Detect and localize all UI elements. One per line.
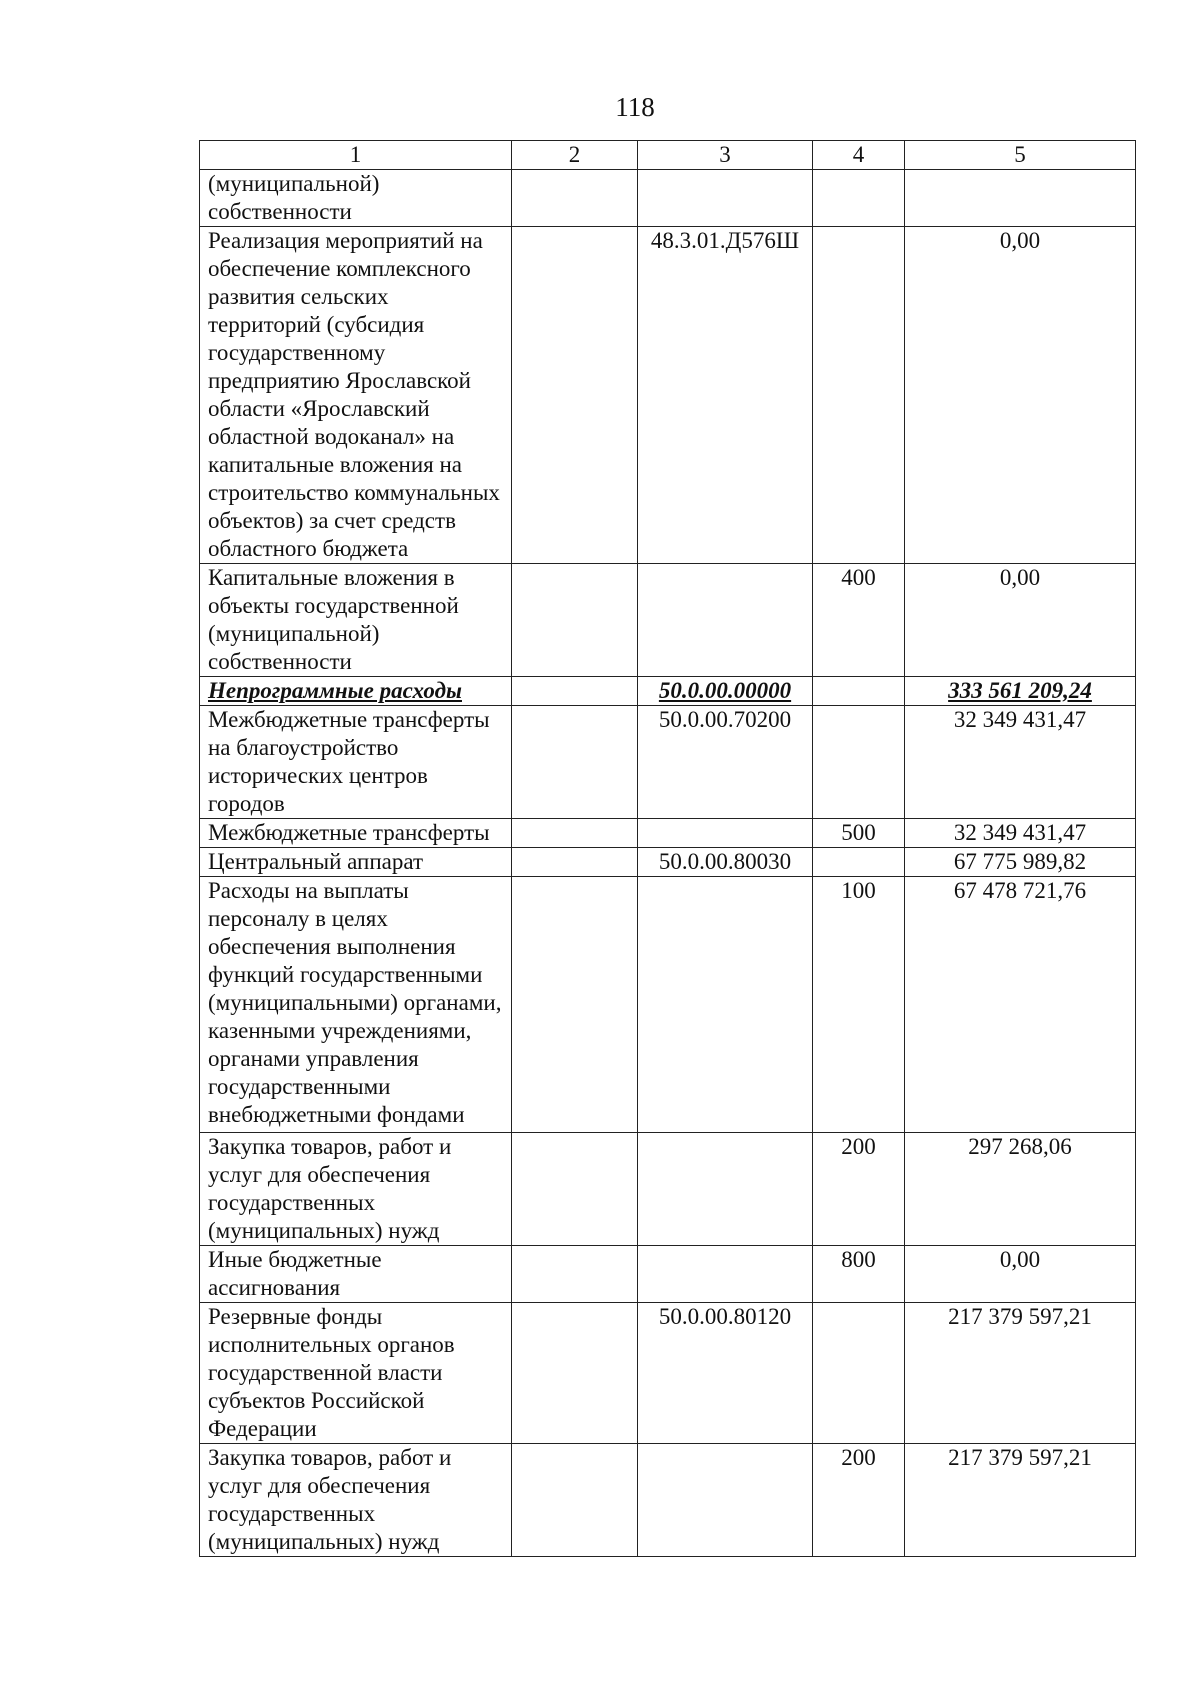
- row-sum-cell: 32 349 431,47: [905, 819, 1136, 848]
- row-sum-cell: 0,00: [905, 564, 1136, 677]
- table-row: [200, 1133, 1136, 1246]
- row-col2-cell: [512, 1246, 638, 1303]
- page-number: 118: [615, 92, 655, 122]
- row-name-cell: Закупка товаров, работ и услуг для обеспечения государственных (муниципальных) нужд: [200, 1444, 512, 1557]
- row-code-cell: [638, 1133, 813, 1246]
- row-kvr-cell: [813, 706, 905, 819]
- row-kvr-cell: 100: [813, 877, 905, 1133]
- row-kvr-cell: 400: [813, 564, 905, 677]
- table-body: [200, 141, 1136, 1557]
- row-col2-cell: [512, 1444, 638, 1557]
- row-code-cell: [638, 1444, 813, 1557]
- row-kvr-cell: [813, 848, 905, 877]
- row-kvr-cell: 800: [813, 1246, 905, 1303]
- row-col2-cell: [512, 819, 638, 848]
- column-header: 5: [905, 141, 1136, 170]
- row-col2-cell: [512, 677, 638, 706]
- column-header: 1: [200, 141, 512, 170]
- row-kvr-cell: 200: [813, 1444, 905, 1557]
- row-name-cell: Межбюджетные трансферты: [200, 819, 512, 848]
- table-row: [200, 848, 1136, 877]
- row-code-cell: [638, 1246, 813, 1303]
- row-sum-cell: 297 268,06: [905, 1133, 1136, 1246]
- row-code-cell: [638, 819, 813, 848]
- row-col2-cell: [512, 1133, 638, 1246]
- row-kvr-cell: [813, 677, 905, 706]
- row-code-cell: 48.3.01.Д576Ш: [638, 227, 813, 564]
- table-row: [200, 819, 1136, 848]
- table-row: [200, 877, 1136, 1133]
- row-kvr-cell: [813, 170, 905, 227]
- column-header: 3: [638, 141, 813, 170]
- row-name-cell: Центральный аппарат: [200, 848, 512, 877]
- table-row: [200, 170, 1136, 227]
- row-kvr-cell: 500: [813, 819, 905, 848]
- row-sum-cell: 67 478 721,76: [905, 877, 1136, 1133]
- row-sum-cell: 0,00: [905, 227, 1136, 564]
- row-code-cell: [638, 564, 813, 677]
- row-code-cell: 50.0.00.80030: [638, 848, 813, 877]
- row-kvr-cell: [813, 227, 905, 564]
- table-row: [200, 564, 1136, 677]
- row-sum-cell: 0,00: [905, 1246, 1136, 1303]
- column-header: 2: [512, 141, 638, 170]
- row-sum-cell: 217 379 597,21: [905, 1303, 1136, 1444]
- row-col2-cell: [512, 564, 638, 677]
- row-name-cell: Реализация мероприятий на обеспечение комплексного развития сельских территорий (субсидия государственному предприятию Ярославской области «Ярославский областной водоканал» на капитальные вложения на строительство коммунальных объектов) за счет средств областного бюджета: [200, 227, 512, 564]
- row-name-cell: Межбюджетные трансферты на благоустройство исторических центров городов: [200, 706, 512, 819]
- column-header: 4: [813, 141, 905, 170]
- row-name-cell: Непрограммные расходы: [200, 677, 512, 706]
- row-code-cell: [638, 170, 813, 227]
- row-name-cell: Капитальные вложения в объекты государственной (муниципальной) собственности: [200, 564, 512, 677]
- table-row: [200, 227, 1136, 564]
- table-row: [200, 706, 1136, 819]
- row-col2-cell: [512, 706, 638, 819]
- table-row: [200, 1303, 1136, 1444]
- row-sum-cell: 333 561 209,24: [905, 677, 1136, 706]
- table-header-row: [200, 141, 1136, 170]
- row-name-cell: Расходы на выплаты персоналу в целях обеспечения выполнения функций государственными (муниципальными) органами, казенными учреждениями, органами управления государственными внебюджетными фондами: [200, 877, 512, 1133]
- row-name-cell: (муниципальной) собственности: [200, 170, 512, 227]
- row-col2-cell: [512, 170, 638, 227]
- row-code-cell: 50.0.00.00000: [638, 677, 813, 706]
- row-col2-cell: [512, 1303, 638, 1444]
- row-sum-cell: 217 379 597,21: [905, 1444, 1136, 1557]
- row-col2-cell: [512, 848, 638, 877]
- budget-table: [199, 140, 1136, 1557]
- row-name-cell: Иные бюджетные ассигнования: [200, 1246, 512, 1303]
- row-name-cell: Резервные фонды исполнительных органов государственной власти субъектов Российской Федерации: [200, 1303, 512, 1444]
- row-code-cell: [638, 877, 813, 1133]
- row-code-cell: 50.0.00.70200: [638, 706, 813, 819]
- row-col2-cell: [512, 877, 638, 1133]
- row-sum-cell: 32 349 431,47: [905, 706, 1136, 819]
- row-sum-cell: [905, 170, 1136, 227]
- row-name-cell: Закупка товаров, работ и услуг для обеспечения государственных (муниципальных) нужд: [200, 1133, 512, 1246]
- row-sum-cell: 67 775 989,82: [905, 848, 1136, 877]
- row-col2-cell: [512, 227, 638, 564]
- table-row: [200, 677, 1136, 706]
- table-row: [200, 1444, 1136, 1557]
- row-code-cell: 50.0.00.80120: [638, 1303, 813, 1444]
- row-kvr-cell: [813, 1303, 905, 1444]
- table-row: [200, 1246, 1136, 1303]
- row-kvr-cell: 200: [813, 1133, 905, 1246]
